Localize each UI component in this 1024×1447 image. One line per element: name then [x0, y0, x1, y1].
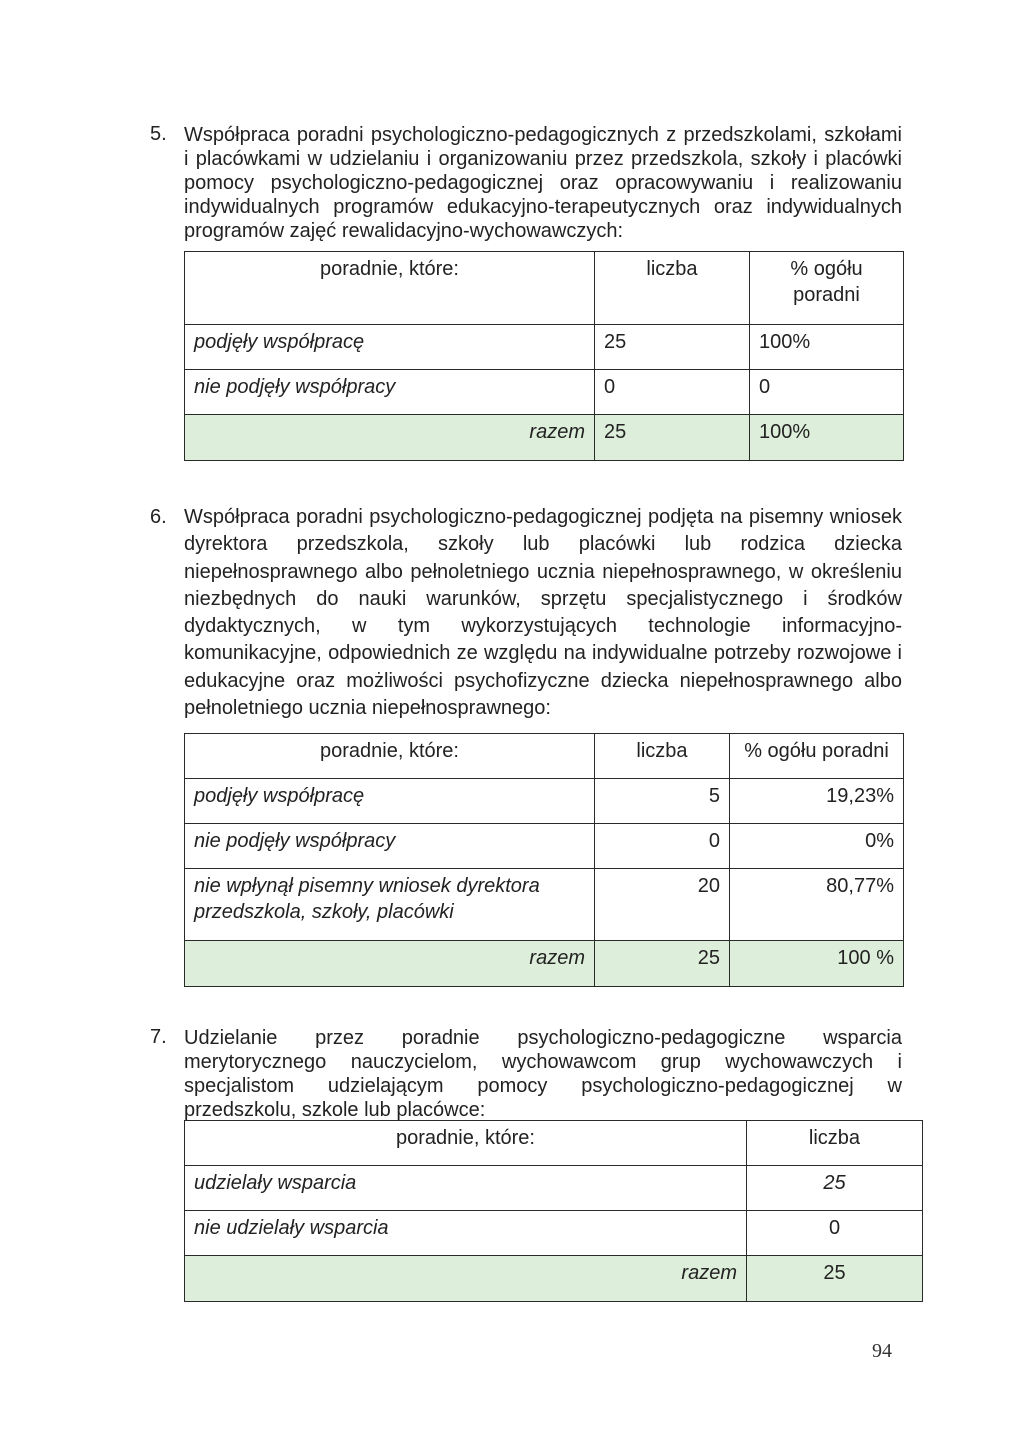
table-row — [185, 1166, 923, 1211]
header-cell: poradnie, które: — [185, 1121, 747, 1166]
row-label: podjęły współpracę — [185, 779, 595, 824]
header-cell: % ogółu poradni — [750, 252, 904, 325]
row-count: 25 — [747, 1166, 923, 1211]
table-row — [185, 779, 904, 824]
table-7 — [184, 1120, 923, 1302]
header-cell: liczba — [747, 1121, 923, 1166]
row-count: 0 — [595, 824, 730, 869]
total-label: razem — [185, 941, 595, 987]
total-row — [185, 1256, 923, 1302]
total-label: razem — [185, 415, 595, 461]
header-cell: liczba — [595, 734, 730, 779]
row-label: nie podjęły współpracy — [185, 824, 595, 869]
header-cell: poradnie, które: — [185, 252, 595, 325]
header-cell: liczba — [595, 252, 750, 325]
row-percent: 0% — [730, 824, 904, 869]
header-cell: % ogółu poradni — [730, 734, 904, 779]
row-count: 25 — [595, 325, 750, 370]
row-count: 5 — [595, 779, 730, 824]
row-count: 0 — [595, 370, 750, 415]
section-5-text: Współpraca poradni psychologiczno-pedagogicznych z przedszkolami, szkołami i placówkami w udzielaniu i organizowaniu przez przedszkola, szkoły i placówki pomocy psychologiczno-pedagogicznej oraz opracowywaniu i realizowaniu indywidualnych programów edukacyjno-terapeutycznych oraz indywidualnych programów zajęć rewalidacyjno-wychowawczych: — [184, 124, 902, 242]
table-header-row — [185, 252, 904, 325]
row-label: nie podjęły współpracy — [185, 370, 595, 415]
total-row — [185, 941, 904, 987]
section-6-text: Współpraca poradni psychologiczno-pedagogicznej podjęta na pisemny wniosek dyrektora przedszkola, szkoły lub placówki lub rodzica dziecka niepełnosprawnego albo pełnoletniego ucznia niepełnosprawnego, w określeniu niezbędnych do nauki warunków, sprzętu specjalistycznego i środków dydaktycznych, w tym wykorzystujących technologie informacyjno-komunikacyjne, odpowiednich ze względu na indywidualne potrzeby rozwojowe i edukacyjne oraz możliwości psychofizyczne dziecka niepełnosprawnego albo pełnoletniego ucznia niepełnosprawnego: — [184, 506, 902, 720]
section-6-number: 6. — [150, 506, 167, 528]
table-5 — [184, 251, 904, 461]
table-row — [185, 370, 904, 415]
total-row — [185, 415, 904, 461]
total-label: razem — [185, 1256, 747, 1302]
row-percent: 19,23% — [730, 779, 904, 824]
header-cell: poradnie, które: — [185, 734, 595, 779]
row-label: nie wpłynął pisemny wniosek dyrektora przedszkola, szkoły, placówki — [185, 869, 595, 941]
table-row — [185, 325, 904, 370]
table-header-row — [185, 1121, 923, 1166]
row-label: podjęły współpracę — [185, 325, 595, 370]
page-number: 94 — [872, 1340, 892, 1362]
row-label: udzielały wsparcia — [185, 1166, 747, 1211]
section-7-number: 7. — [150, 1026, 167, 1048]
total-percent: 100 % — [730, 941, 904, 987]
row-percent: 80,77% — [730, 869, 904, 941]
total-percent: 100% — [750, 415, 904, 461]
row-count: 0 — [747, 1211, 923, 1256]
total-count: 25 — [747, 1256, 923, 1302]
row-percent: 0 — [750, 370, 904, 415]
table-6 — [184, 733, 904, 987]
table-row — [185, 1211, 923, 1256]
row-count: 20 — [595, 869, 730, 941]
section-7-text: Udzielanie przez poradnie psychologiczno-pedagogiczne wsparcia merytorycznego nauczycielom, wychowawcom grup wychowawczych i specjalistom udzielającym pomocy psychologiczno-pedagogicznej w przedszkolu, szkole lub placówce: — [184, 1027, 902, 1121]
table-header-row — [185, 734, 904, 779]
row-label: nie udzielały wsparcia — [185, 1211, 747, 1256]
table-row — [185, 824, 904, 869]
total-count: 25 — [595, 941, 730, 987]
row-percent: 100% — [750, 325, 904, 370]
section-5-number: 5. — [150, 123, 167, 145]
table-row — [185, 869, 904, 941]
total-count: 25 — [595, 415, 750, 461]
